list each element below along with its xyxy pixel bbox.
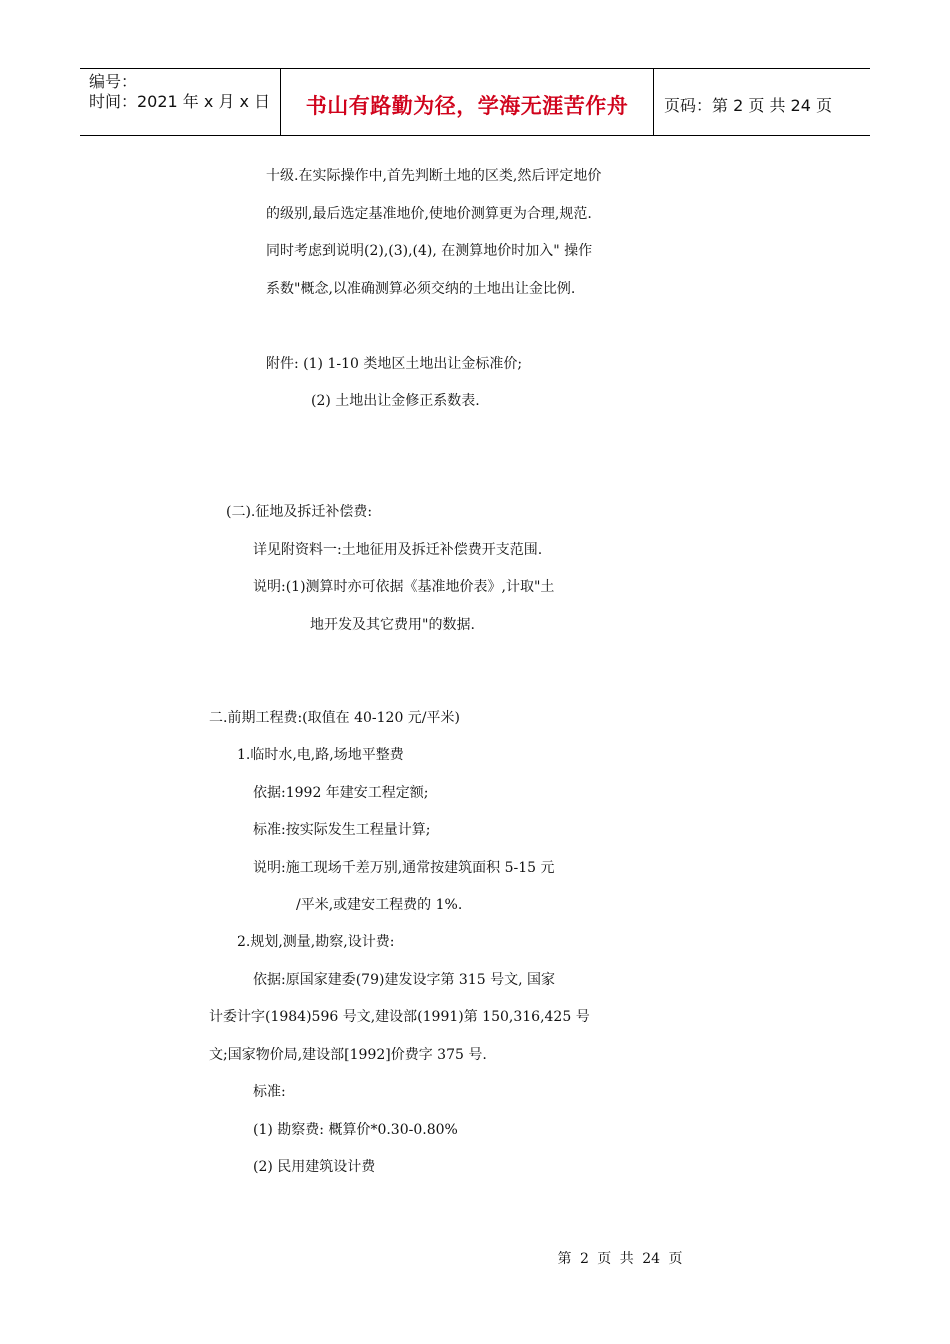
header-page-number: 页码：第 2 页 共 24 页 bbox=[664, 95, 832, 115]
document-time-label: 时间：2021 年 x 月 x 日 bbox=[89, 92, 271, 111]
body-line: 系数"概念,以准确测算必须交纳的土地出让金比例. bbox=[266, 281, 576, 297]
footer-page-number: 第 2 页 共 24 页 bbox=[557, 1251, 683, 1267]
section-heading: (二).征地及拆迁补偿费: bbox=[226, 504, 373, 520]
body-line: 的级别,最后选定基准地价,使地价测算更为合理,规范. bbox=[266, 206, 592, 222]
section-heading: 二.前期工程费:(取值在 40-120 元/平米) bbox=[209, 710, 460, 726]
header-motto: 书山有路勤为径，学海无涯苦作舟 bbox=[305, 94, 629, 118]
body-line: 文;国家物价局,建设部[1992]价费字 375 号. bbox=[209, 1047, 487, 1063]
body-line: 依据:原国家建委(79)建发设字第 315 号文, 国家 bbox=[253, 972, 555, 988]
body-line: 同时考虑到说明(2),(3),(4), 在测算地价时加入" 操作 bbox=[266, 243, 593, 259]
document-number-label: 编号： bbox=[89, 72, 138, 91]
body-line: 说明:施工现场千差万别,通常按建筑面积 5-15 元 bbox=[253, 860, 555, 876]
body-line: 说明:(1)测算时亦可依据《基准地价表》,计取"土 bbox=[253, 579, 555, 595]
header-info-cell bbox=[80, 69, 281, 135]
page-footer bbox=[0, 1248, 950, 1268]
body-line: 标准: bbox=[253, 1084, 286, 1100]
subsection-heading: 1.临时水,电,路,场地平整费 bbox=[237, 747, 404, 763]
body-line: 十级.在实际操作中,首先判断土地的区类,然后评定地价 bbox=[266, 168, 602, 184]
subsection-heading: 2.规划,测量,勘察,设计费: bbox=[237, 934, 395, 950]
body-line: 计委计字(1984)596 号文,建设部(1991)第 150,316,425 号 bbox=[209, 1009, 590, 1025]
body-line: 地开发及其它费用"的数据. bbox=[310, 617, 475, 633]
attachment-line: (2) 土地出让金修正系数表. bbox=[311, 393, 480, 409]
header-motto-cell bbox=[281, 69, 654, 135]
body-line: /平米,或建安工程费的 1%. bbox=[296, 897, 463, 913]
attachment-line: 附件: (1) 1-10 类地区土地出让金标准价; bbox=[266, 356, 523, 372]
page-header-table bbox=[80, 68, 870, 136]
body-line: 依据:1992 年建安工程定额; bbox=[253, 785, 429, 801]
header-page-cell bbox=[654, 69, 870, 135]
body-line: (1) 勘察费: 概算价*0.30-0.80% bbox=[253, 1122, 458, 1138]
body-line: 详见附资料一:土地征用及拆迁补偿费开支范围. bbox=[253, 542, 543, 558]
body-line: (2) 民用建筑设计费 bbox=[253, 1159, 376, 1175]
body-line: 标准:按实际发生工程量计算; bbox=[253, 822, 431, 838]
